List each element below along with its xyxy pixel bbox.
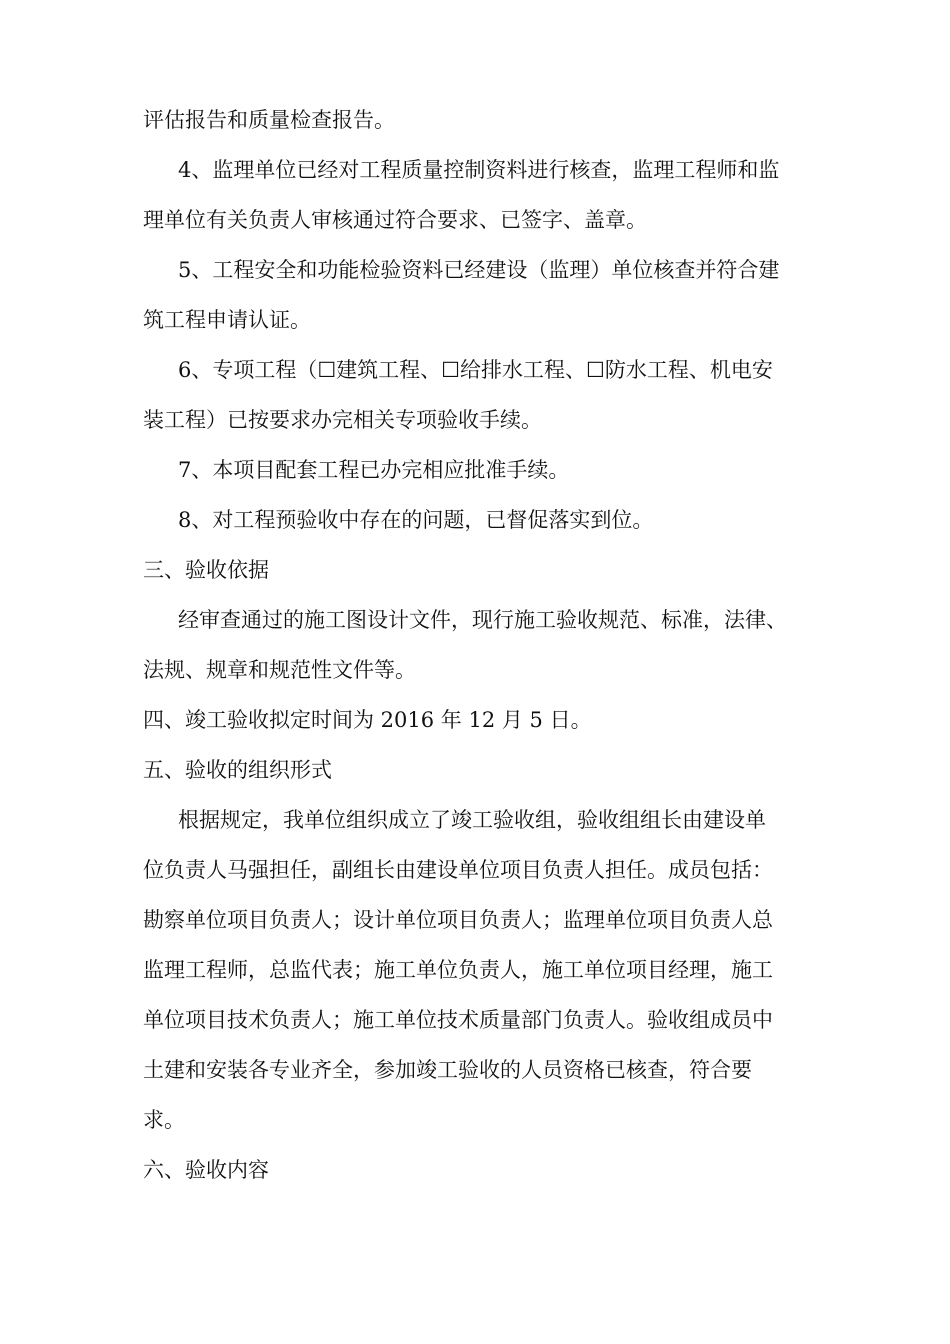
paragraph-line: 筑工程申请认证。 [143, 308, 311, 332]
paragraph-line: 土建和安装各专业齐全，参加竣工验收的人员资格已核查，符合要 [143, 1058, 752, 1082]
paragraph-line: 8、对工程预验收中存在的问题，已督促落实到位。 [178, 508, 654, 532]
paragraph-line: 理单位有关负责人审核通过符合要求、已签字、盖章。 [143, 208, 647, 232]
paragraph-line: 评估报告和质量检查报告。 [143, 108, 395, 132]
paragraph-line: 4、监理单位已经对工程质量控制资料进行核查，监理工程师和监 [178, 158, 780, 182]
section-heading: 六、验收内容 [143, 1158, 269, 1182]
section-heading: 三、验收依据 [143, 558, 269, 582]
section-heading: 五、验收的组织形式 [143, 758, 332, 782]
paragraph-line: 装工程）已按要求办完相关专项验收手续。 [143, 408, 542, 432]
paragraph-line: 5、工程安全和功能检验资料已经建设（监理）单位核查并符合建 [178, 258, 780, 282]
paragraph-line: 求。 [143, 1108, 185, 1132]
paragraph-line: 经审查通过的施工图设计文件，现行施工验收规范、标准，法律、 [178, 608, 787, 632]
paragraph-line: 位负责人马强担任，副组长由建设单位项目负责人担任。成员包括： [143, 858, 773, 882]
paragraph-line: 监理工程师，总监代表；施工单位负责人，施工单位项目经理，施工 [143, 958, 773, 982]
paragraph-line: 法规、规章和规范性文件等。 [143, 658, 416, 682]
paragraph-line: 6、专项工程（☐建筑工程、☐给排水工程、☐防水工程、机电安 [178, 358, 773, 382]
paragraph-line: 单位项目技术负责人；施工单位技术质量部门负责人。验收组成员中 [143, 1008, 773, 1032]
section-heading: 四、竣工验收拟定时间为 2016 年 12 月 5 日。 [143, 708, 592, 732]
paragraph-line: 根据规定，我单位组织成立了竣工验收组，验收组组长由建设单 [178, 808, 766, 832]
paragraph-line: 7、本项目配套工程已办完相应批准手续。 [178, 458, 570, 482]
paragraph-line: 勘察单位项目负责人；设计单位项目负责人；监理单位项目负责人总 [143, 908, 773, 932]
